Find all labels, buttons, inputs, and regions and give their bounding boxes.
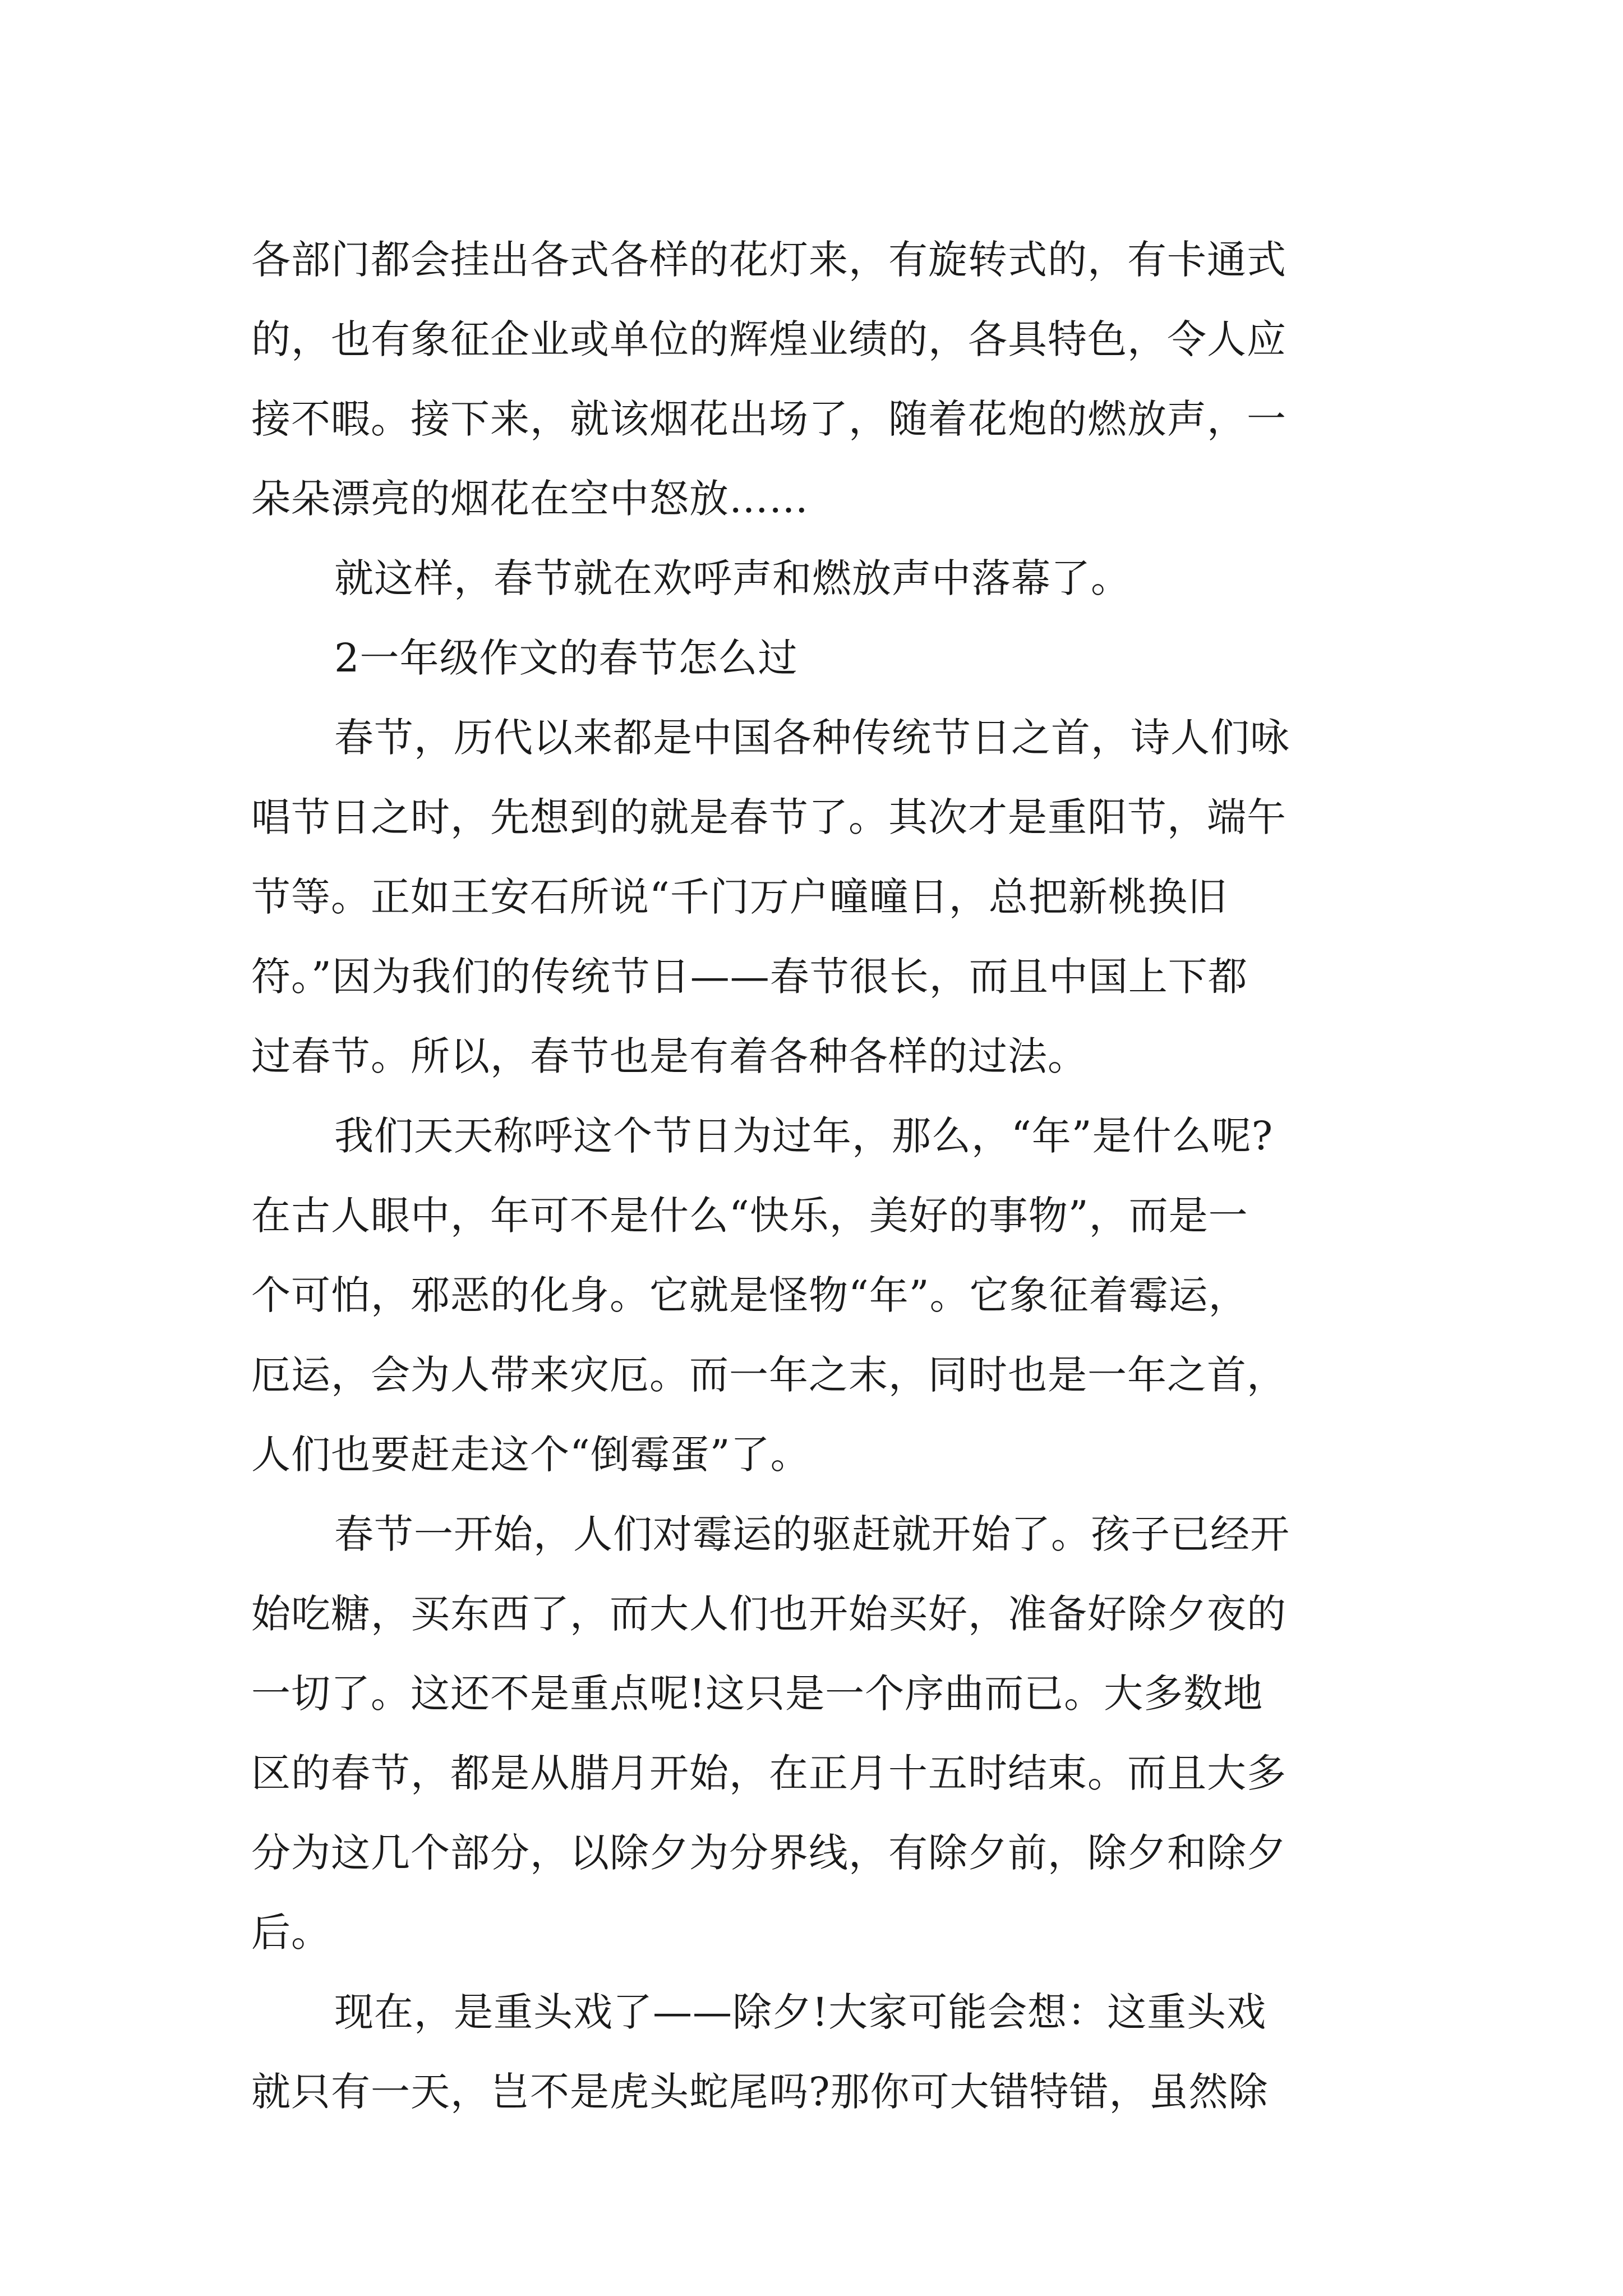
text-line: 接不暇。接下来，就该烟花出场了，随着花炮的燃放声，一 (251, 396, 1287, 442)
text-line: 就这样，春节就在欢呼声和燃放声中落幕了。 (334, 555, 1131, 601)
text-line: 后。 (251, 1910, 331, 1955)
text-line: 现在，是重头戏了——除夕!大家可能会想：这重头戏 (334, 1989, 1267, 2035)
text-line: 春节，历代以来都是中国各种传统节日之首，诗人们咏 (334, 715, 1290, 761)
text-line: 朵朵漂亮的烟花在空中怒放…… (251, 476, 809, 522)
section-heading: 2一年级作文的春节怎么过 (334, 635, 798, 681)
document-body (251, 220, 1390, 2132)
text-line: 区的春节，都是从腊月开始，在正月十五时结束。而且大多 (251, 1750, 1287, 1796)
text-line: 过春节。所以，春节也是有着各种各样的过法。 (251, 1033, 1087, 1079)
text-line: 我们天天称呼这个节日为过年，那么，“年”是什么呢? (334, 1113, 1274, 1159)
text-line: 符。”因为我们的传统节日——春节很长，而且中国上下都 (251, 954, 1248, 1000)
text-line: 春节一开始，人们对霉运的驱赶就开始了。孩子已经开 (334, 1511, 1290, 1557)
text-line: 个可怕，邪恶的化身。它就是怪物“年”。它象征着霉运， (251, 1272, 1248, 1318)
text-line: 人们也要赶走这个“倒霉蛋”了。 (251, 1432, 810, 1478)
text-line: 始吃糖，买东西了，而大人们也开始买好，准备好除夕夜的 (251, 1591, 1287, 1637)
text-line: 节等。正如王安石所说“千门万户曈曈日，总把新桃换旧 (251, 874, 1228, 920)
text-line: 就只有一天，岂不是虎头蛇尾吗?那你可大错特错，虽然除 (251, 2069, 1269, 2115)
text-line: 各部门都会挂出各式各样的花灯来，有旋转式的，有卡通式 (251, 237, 1287, 283)
text-line: 分为这几个部分，以除夕为分界线，有除夕前，除夕和除夕 (251, 1830, 1287, 1876)
text-line: 厄运，会为人带来灾厄。而一年之末，同时也是一年之首， (251, 1352, 1287, 1398)
text-line: 唱节日之时，先想到的就是春节了。其次才是重阳节，端午 (251, 794, 1287, 840)
text-line: 一切了。这还不是重点呢!这只是一个序曲而已。大多数地 (251, 1671, 1264, 1717)
text-line: 在古人眼中，年可不是什么“快乐，美好的事物”，而是一 (251, 1193, 1248, 1239)
text-line: 的，也有象征企业或单位的辉煌业绩的，各具特色，令人应 (251, 316, 1287, 362)
